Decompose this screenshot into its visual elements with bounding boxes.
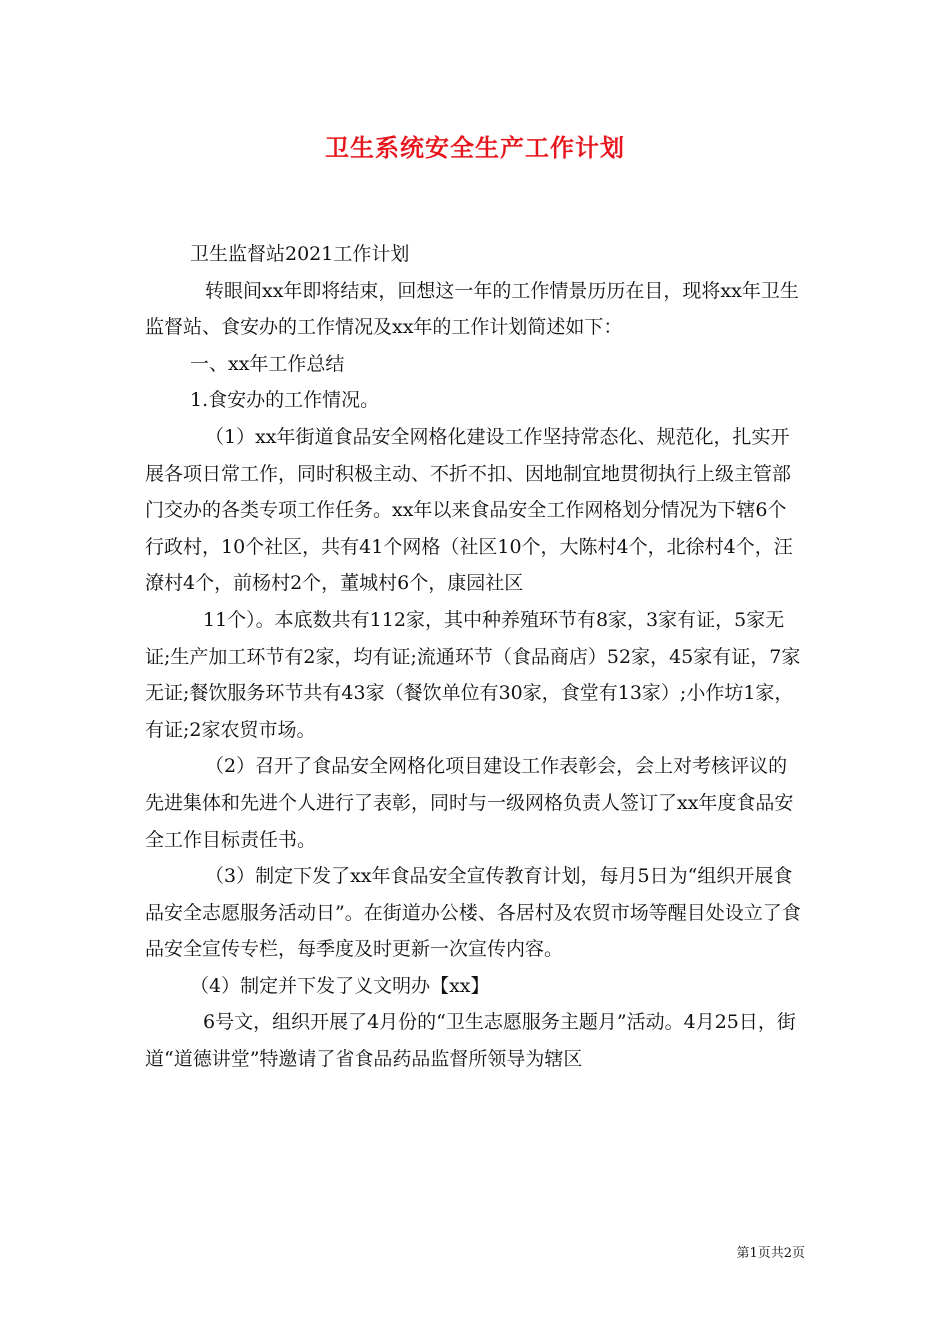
page-number: 第1页共2页 bbox=[736, 1246, 805, 1261]
paragraph-item-1-continued: 11个）。本底数共有112家，其中种养殖环节有8家，3家有证，5家无证;生产加工环节有2家，均有证;流通环节（食品商店）52家，45家有证，7家无证;餐饮服务环节共有43家（餐饮单位有30家，食堂有13家）;小作坊1家，有证;2家农贸市场。 bbox=[145, 608, 801, 741]
paragraph-item-3: （3）制定下发了xx年食品安全宣传教育计划，每月5日为“组织开展食品安全志愿服务活动日”。在街道办公楼、各居村及农贸市场等醒目处设立了食品安全宣传专栏，每季度及时更新一次宣传内容。 bbox=[145, 865, 801, 961]
paragraph-intro: 转眼间xx年即将结束，回想这一年的工作情景历历在目，现将xx年卫生监督站、食安办的工作情况及xx年的工作计划简述如下： bbox=[145, 279, 799, 339]
paragraph-item-4-continued: 6号文，组织开展了4月份的“卫生志愿服务主题月”活动。4月25日，街道“道德讲堂”特邀请了省食品药品监督所领导为辖区 bbox=[145, 1011, 796, 1071]
document-title: 卫生系统安全生产工作计划 bbox=[325, 133, 625, 162]
paragraph-item-2: （2）召开了食品安全网格化项目建设工作表彰会，会上对考核评议的先进集体和先进个人进行了表彰，同时与一级网格负责人签订了xx年度食品安全工作目标责任书。 bbox=[145, 755, 794, 851]
paragraph-item-4: （4）制定并下发了义文明办【xx】 bbox=[190, 974, 490, 997]
document-body bbox=[145, 236, 805, 1078]
paragraph-section-heading: 一、xx年工作总结 bbox=[190, 352, 345, 375]
paragraph-item-1: （1）xx年街道食品安全网格化建设工作坚持常态化、规范化，扎实开展各项日常工作，同时积极主动、不折不扣、因地制宜地贯彻执行上级主管部门交办的各类专项工作任务。xx年以来食品安全工作网格划分情况为下辖6个行政村，10个社区，共有41个网格（社区10个，大陈村4个，北徐村4个，汪潦村4个，前杨村2个，董城村6个，康园社区 bbox=[145, 425, 793, 595]
paragraph-subheading: 1.食安办的工作情况。 bbox=[190, 389, 380, 412]
paragraph-subtitle: 卫生监督站2021工作计划 bbox=[190, 243, 410, 265]
